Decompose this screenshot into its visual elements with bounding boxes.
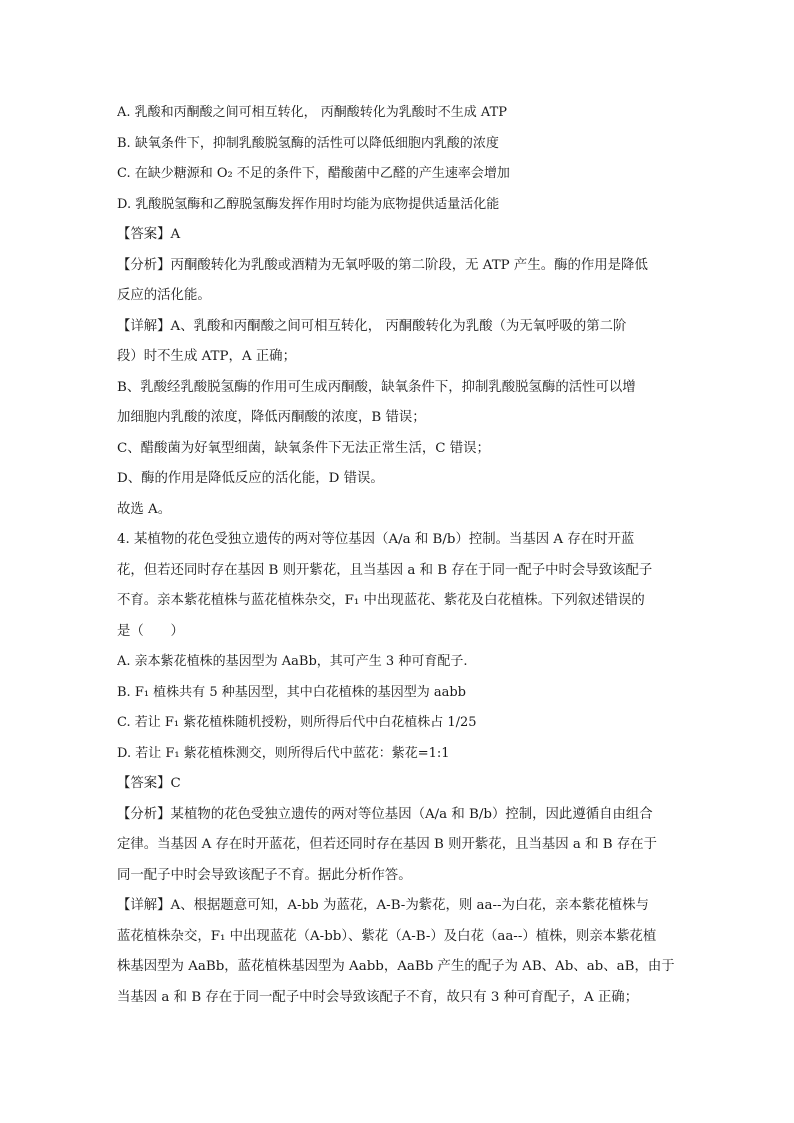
q4-option-c: C. 若让 F₁ 紫花植株随机授粉，则所得后代中白花植株占 1/25	[117, 715, 477, 730]
q4-option-b: B. F₁ 植株共有 5 种基因型，其中白花植株的基因型为 aabb	[117, 684, 466, 700]
document-page	[117, 98, 677, 1013]
q4-analysis-line: 定律。当基因 A 存在时开蓝花，但若还同时存在基因 B 则开紫花，且当基因 a 和 B 存在于	[117, 837, 658, 852]
q3-detail-line: C、醋酸菌为好氧型细菌，缺氧条件下无法正常生活，C 错误；	[117, 440, 490, 456]
q3-option-a: A. 乳酸和丙酮酸之间可相互转化， 丙酮酸转化为乳酸时不生成 ATP	[117, 105, 508, 120]
q4-option-d: D. 若让 F₁ 紫花植株测交，则所得后代中蓝花：紫花=1:1	[117, 745, 450, 761]
q4-detail-line: 当基因 a 和 B 存在于同一配子中时会导致该配子不育，故只有 3 种可育配子，A 正确；	[117, 989, 639, 1005]
q4-stem-line: 不育。亲本紫花植株与蓝花植株杂交，F₁ 中出现蓝花、紫花及白花植株。下列叙述错误的	[117, 593, 645, 608]
q4-answer: 【答案】C	[117, 776, 181, 791]
q3-analysis-line: 反应的活化能。	[117, 288, 211, 303]
q4-option-a: A. 亲本紫花植株的基因型为 AaBb，其可产生 3 种可育配子.	[117, 654, 468, 669]
q3-detail-line: 【详解】A、乳酸和丙酮酸之间可相互转化， 丙酮酸转化为乳酸（为无氧呼吸的第二阶	[117, 318, 627, 334]
q3-detail-line: B、乳酸经乳酸脱氢酶的作用可生成丙酮酸，缺氧条件下，抑制乳酸脱氢酶的活性可以增	[117, 379, 636, 395]
q4-stem-line: 花，但若还同时存在基因 B 则开紫花，且当基因 a 和 B 存在于同一配子中时会导致该配子	[117, 562, 653, 578]
q4-stem-line: 是（ ）	[117, 623, 184, 639]
q4-stem-line: 4. 某植物的花色受独立遗传的两对等位基因（A/a 和 B/b）控制。当基因 A 存在时开蓝	[117, 532, 635, 547]
q4-detail-line: 蓝花植株杂交，F₁ 中出现蓝花（A-bb）、紫花（A-B-）及白花（aa--）植株，则亲本紫花植	[117, 928, 657, 944]
q3-conclusion: 故选 A。	[117, 501, 172, 517]
q3-answer: 【答案】A	[117, 227, 181, 242]
q4-analysis-line: 【分析】某植物的花色受独立遗传的两对等位基因（A/a 和 B/b）控制，因此遵循自由组合	[117, 806, 653, 822]
q3-option-b: B. 缺氧条件下，抑制乳酸脱氢酶的活性可以降低细胞内乳酸的浓度	[117, 135, 499, 151]
q4-analysis-line: 同一配子中时会导致该配子不育。据此分析作答。	[117, 867, 412, 883]
q4-detail-line: 株基因型为 AaBb，蓝花植株基因型为 Aabb，AaBb 产生的配子为 AB、Ab、ab、aB，由于	[117, 959, 675, 974]
q3-analysis-line: 【分析】丙酮酸转化为乳酸或酒精为无氧呼吸的第二阶段，无 ATP 产生。酶的作用是降低	[117, 257, 648, 273]
q4-detail-line: 【详解】A、根据题意可知，A-bb 为蓝花，A-B-为紫花，则 aa--为白花，亲本紫花植株与	[117, 898, 649, 913]
q3-detail-line: 加细胞内乳酸的浓度，降低丙酮酸的浓度，B 错误；	[117, 410, 426, 425]
q3-detail-line: D、酶的作用是降低反应的活化能，D 错误。	[117, 471, 384, 486]
q3-detail-line: 段）时不生成 ATP，A 正确；	[117, 349, 296, 364]
q3-option-d: D. 乳酸脱氢酶和乙醇脱氢酶发挥作用时均能为底物提供适量活化能	[117, 196, 500, 212]
q3-option-c: C. 在缺少糖源和 O₂ 不足的条件下，醋酸菌中乙醛的产生速率会增加	[117, 166, 510, 181]
